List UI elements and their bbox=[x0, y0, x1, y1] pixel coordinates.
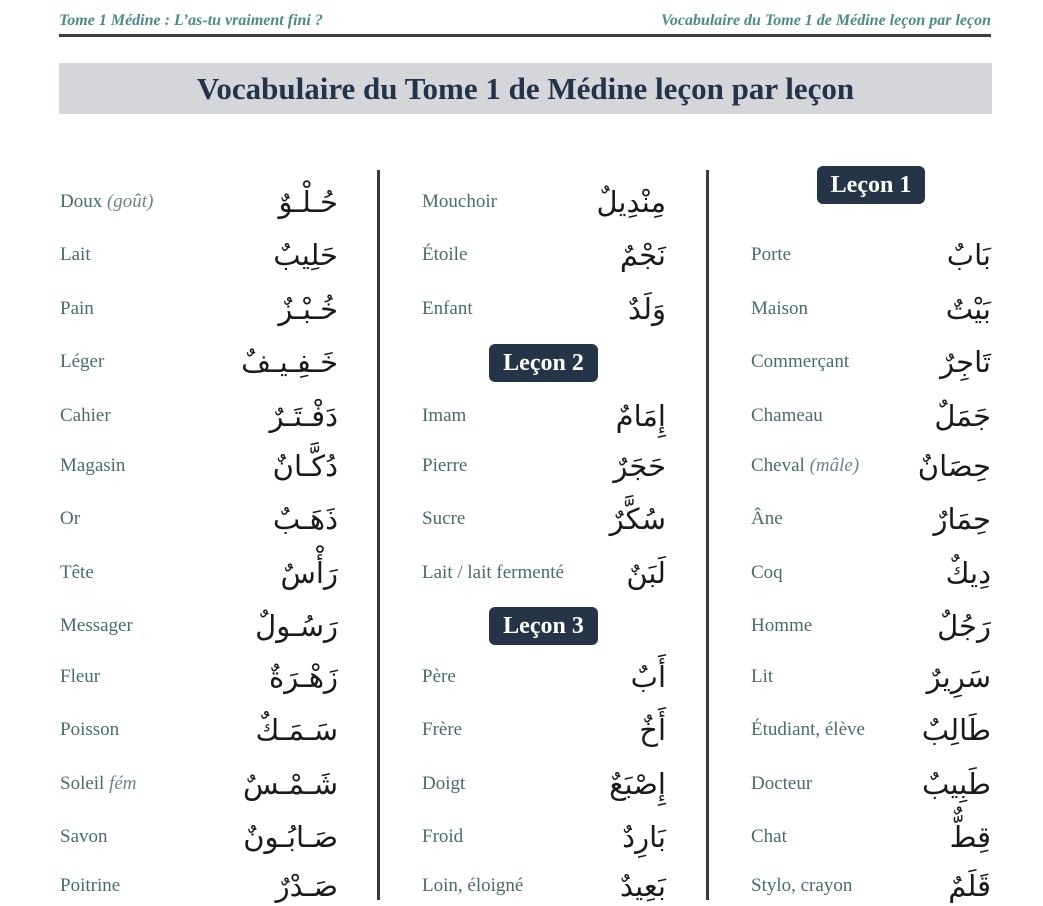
arabic-word: حِمَارٌ bbox=[933, 502, 991, 536]
french-word: Or bbox=[60, 508, 81, 529]
arabic-word: وَلَدٌ bbox=[627, 292, 666, 326]
vocab-row bbox=[422, 764, 666, 804]
french-word: Lait / lait fermenté bbox=[422, 562, 564, 583]
vocab-row bbox=[751, 657, 991, 697]
french-word: Stylo, crayon bbox=[751, 875, 853, 896]
french-word: Porte bbox=[751, 244, 792, 265]
vocab-row bbox=[60, 657, 338, 697]
arabic-word: رَجُلٌ bbox=[937, 609, 991, 643]
french-note: (goût) bbox=[106, 191, 154, 212]
arabic-word: صَـابُـونٌ bbox=[243, 820, 338, 854]
arabic-word: زَهْـرَةٌ bbox=[269, 660, 338, 694]
arabic-word: طَبِيبٌ bbox=[921, 767, 991, 801]
running-header bbox=[59, 8, 991, 37]
french-word: Imam bbox=[422, 405, 467, 426]
vocab-row bbox=[422, 289, 666, 329]
arabic-word: شَـمْـسٌ bbox=[242, 767, 338, 801]
arabic-word: دَفْـتَـرٌ bbox=[269, 399, 338, 433]
french-word: Maison bbox=[751, 298, 808, 319]
french-word: Soleil bbox=[60, 773, 105, 794]
vocab-row bbox=[422, 235, 666, 275]
arabic-word: رَسُـولٌ bbox=[255, 609, 338, 643]
arabic-word: رَأْسٌ bbox=[280, 556, 338, 590]
lesson-1-badge: Leçon 1 bbox=[817, 166, 925, 204]
vocab-row bbox=[422, 499, 666, 539]
french-word: Savon bbox=[60, 826, 108, 847]
vocab-row bbox=[422, 396, 666, 436]
vocab-row bbox=[751, 499, 991, 539]
french-word: Chat bbox=[751, 826, 787, 847]
arabic-word: بَارِدٌ bbox=[622, 820, 666, 854]
french-note: (mâle) bbox=[809, 455, 860, 476]
french-word: Père bbox=[422, 666, 456, 687]
french-word: Doigt bbox=[422, 773, 466, 794]
arabic-word: قِطٌّ bbox=[949, 820, 991, 854]
vocab-row bbox=[751, 764, 991, 804]
lesson-3-badge: Leçon 3 bbox=[489, 607, 598, 645]
arabic-word: أَخٌ bbox=[639, 713, 666, 747]
arabic-word: سَـمَـكٌ bbox=[255, 713, 338, 747]
french-word: Fleur bbox=[60, 666, 101, 687]
arabic-word: لَبَنٌ bbox=[626, 556, 666, 590]
vocab-row bbox=[751, 710, 991, 750]
page-title: Vocabulaire du Tome 1 de Médine leçon par leçon bbox=[59, 63, 992, 114]
vocab-row bbox=[422, 657, 666, 697]
arabic-word: سَرِيرٌ bbox=[926, 660, 991, 694]
arabic-word: نَجْمٌ bbox=[619, 238, 666, 272]
vocab-row bbox=[751, 553, 991, 593]
french-word: Cheval bbox=[751, 455, 805, 476]
french-word: Mouchoir bbox=[422, 191, 497, 212]
lesson-2-badge: Leçon 2 bbox=[489, 344, 598, 382]
french-word: Lit bbox=[751, 666, 774, 687]
vocab-row bbox=[60, 446, 338, 486]
french-word: Poitrine bbox=[60, 875, 121, 896]
arabic-word: تَاجِرٌ bbox=[940, 345, 991, 379]
arabic-word: بَابٌ bbox=[946, 238, 991, 272]
vocab-row bbox=[60, 182, 338, 222]
arabic-word: حَجَرٌ bbox=[613, 449, 666, 483]
vocab-row bbox=[422, 817, 666, 857]
french-word: Homme bbox=[751, 615, 813, 636]
vocab-row bbox=[60, 606, 338, 646]
column-divider-left bbox=[377, 170, 380, 900]
french-word: Commerçant bbox=[751, 351, 850, 372]
vocab-row bbox=[60, 396, 338, 436]
french-word: Étudiant, élève bbox=[751, 719, 865, 740]
vocab-row bbox=[751, 235, 991, 275]
arabic-word: طَالِبٌ bbox=[921, 713, 991, 747]
vocab-row bbox=[751, 866, 991, 906]
french-word: Lait bbox=[60, 244, 91, 265]
french-word: Messager bbox=[60, 615, 133, 636]
vocab-row bbox=[60, 817, 338, 857]
french-word: Doux bbox=[60, 191, 103, 212]
french-word: Coq bbox=[751, 562, 783, 583]
arabic-word: أَبٌ bbox=[630, 660, 666, 694]
french-word: Étoile bbox=[422, 244, 468, 265]
french-word: Magasin bbox=[60, 455, 126, 476]
vocab-row bbox=[60, 710, 338, 750]
vocab-row bbox=[422, 866, 666, 906]
arabic-word: خُـبْـزٌ bbox=[278, 292, 338, 326]
arabic-word: جَمَلٌ bbox=[934, 399, 991, 433]
arabic-word: حَلِيبٌ bbox=[273, 238, 338, 272]
vocab-row bbox=[60, 235, 338, 275]
french-word: Léger bbox=[60, 351, 105, 372]
french-word: Froid bbox=[422, 826, 464, 847]
arabic-word: إِمَامٌ bbox=[615, 399, 666, 433]
arabic-word: دُكَّـانٌ bbox=[272, 449, 338, 483]
french-word: Docteur bbox=[751, 773, 813, 794]
arabic-word: بَعِيدٌ bbox=[619, 869, 666, 903]
column-divider-right bbox=[706, 170, 709, 900]
arabic-word: حُـلْـوٌ bbox=[278, 185, 338, 219]
arabic-word: إِصْبَعٌ bbox=[609, 767, 666, 801]
vocab-row bbox=[60, 553, 338, 593]
vocab-row bbox=[422, 553, 666, 593]
arabic-word: خَـفِـيـفٌ bbox=[241, 345, 338, 379]
french-word: Pierre bbox=[422, 455, 468, 476]
vocab-row bbox=[60, 289, 338, 329]
vocab-row bbox=[751, 289, 991, 329]
arabic-word: بَيْتٌ bbox=[945, 292, 991, 326]
vocab-row bbox=[60, 866, 338, 906]
vocab-row bbox=[422, 710, 666, 750]
french-word: Sucre bbox=[422, 508, 466, 529]
arabic-word: ذَهَـبٌ bbox=[272, 502, 338, 536]
vocab-row bbox=[60, 342, 338, 382]
vocab-row bbox=[60, 764, 338, 804]
french-word: Enfant bbox=[422, 298, 473, 319]
french-word: Cahier bbox=[60, 405, 111, 426]
french-word: Âne bbox=[751, 508, 783, 529]
french-word: Chameau bbox=[751, 405, 823, 426]
header-right: Vocabulaire du Tome 1 de Médine leçon par leçon bbox=[660, 12, 991, 29]
french-word: Loin, éloigné bbox=[422, 875, 524, 896]
arabic-word: صَـدْرٌ bbox=[275, 869, 338, 903]
arabic-word: حِصَانٌ bbox=[917, 449, 991, 483]
vocab-row bbox=[751, 396, 991, 436]
vocab-row bbox=[751, 817, 991, 857]
header-left: Tome 1 Médine : L’as-tu vraiment fini ? bbox=[59, 12, 323, 29]
french-word: Pain bbox=[60, 298, 94, 319]
vocab-row bbox=[422, 446, 666, 486]
arabic-word: مِنْدِيلٌ bbox=[596, 185, 666, 219]
french-note: fém bbox=[109, 773, 137, 794]
french-word: Frère bbox=[422, 719, 463, 740]
french-word: Poisson bbox=[60, 719, 120, 740]
vocab-row bbox=[422, 182, 666, 222]
vocab-row bbox=[60, 499, 338, 539]
arabic-word: قَلَمٌ bbox=[948, 869, 991, 903]
arabic-word: دِيكٌ bbox=[945, 556, 991, 590]
vocab-row bbox=[751, 342, 991, 382]
arabic-word: سُكَّرٌ bbox=[609, 502, 666, 536]
vocab-row bbox=[751, 606, 991, 646]
vocab-row bbox=[751, 446, 991, 486]
french-word: Tête bbox=[60, 562, 94, 583]
